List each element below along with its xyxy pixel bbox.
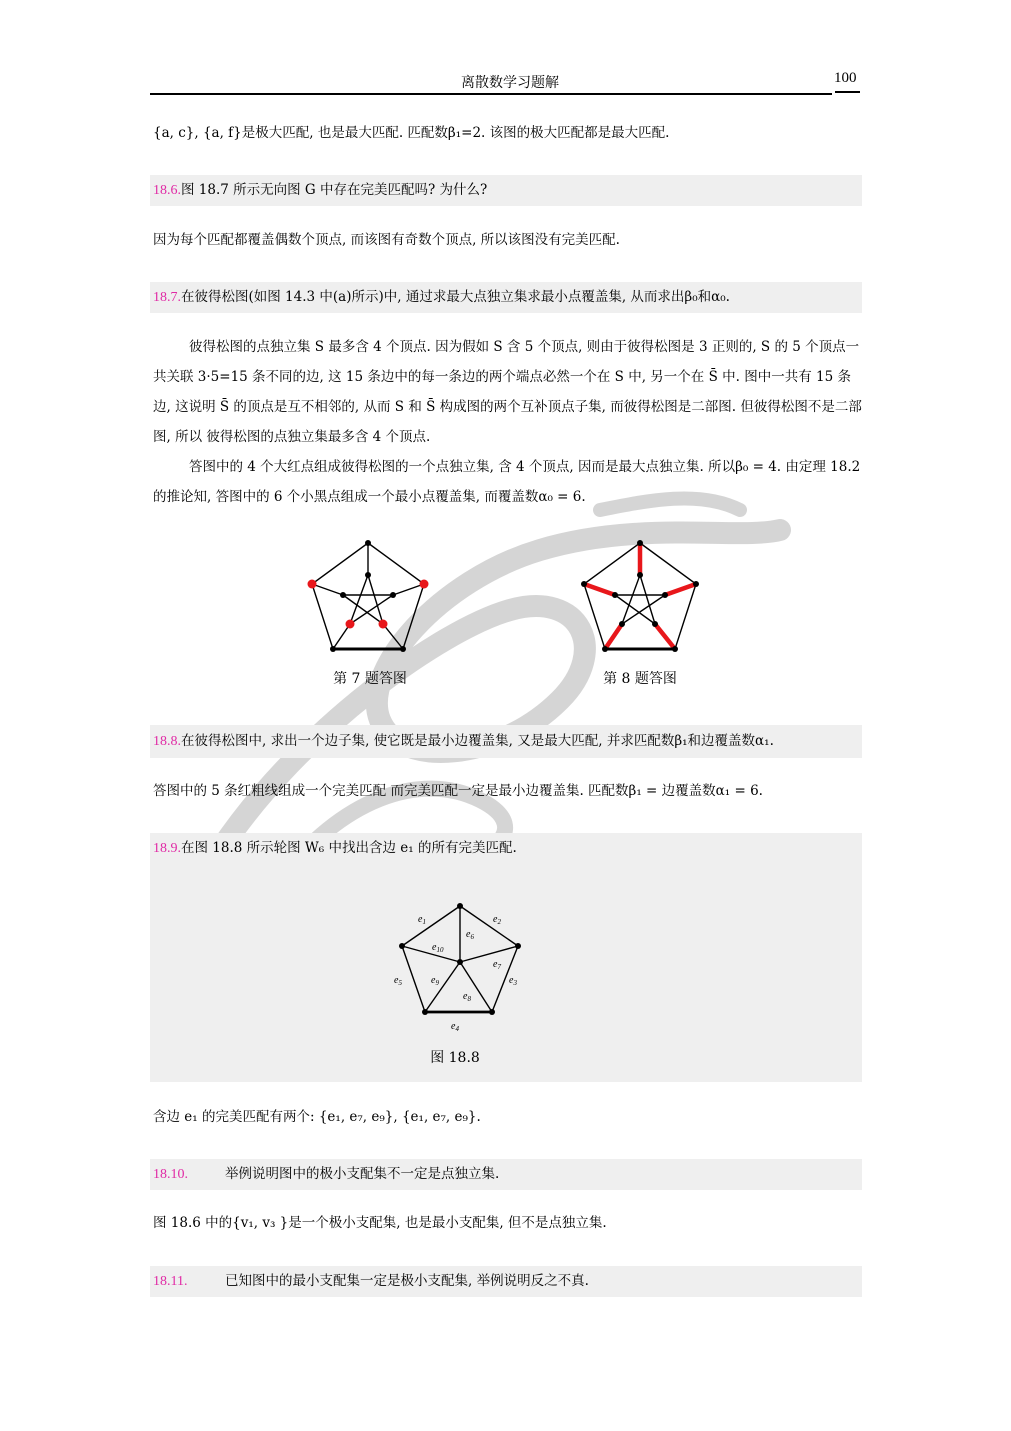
question-box-18-10: [150, 1159, 862, 1190]
question-text: 已知图中的最小支配集一定是极小支配集, 举例说明反之不真.: [225, 1273, 589, 1289]
figure-18-8-caption: 图 18.8: [430, 1050, 480, 1066]
question-number: 18.10.: [153, 1167, 188, 1182]
edge-label-e10: $e_{10}$: [432, 942, 444, 954]
edge-label-e7: $e_7$: [493, 959, 501, 971]
question-text: 举例说明图中的极小支配集不一定是点独立集.: [225, 1166, 500, 1182]
question-number: 18.6.: [153, 183, 181, 198]
answer-18-8: 答图中的 5 条红粗线组成一个完美匹配 而完美匹配一定是最小边覆盖集. 匹配数β₁ = 边覆盖数α₁ = 6.: [153, 783, 763, 799]
answer-18-7-paragraph-1: 彼得松图的点独立集 S 最多含 4 个顶点. 因为假如 S 含 5 个顶点, 则由于彼得松图是 3 正则的, S 的 5 个顶点一共关联 3·5=15 条不同的边, 这 15 条边中的每一条边的两个端点必然一个在 S 中, 另一个在 S̄ 中. 图中一共有 15 条边, 这说明 S̄ 的顶点是互不相邻的, 从而 S 和 S̄ 构成图的两个互补顶点子集, 而彼得松图是二部图. 但彼得松图不是二部图, 所以 彼得松图的点独立集最多含 4 个顶点.: [153, 339, 862, 445]
figure-7-caption: 第 7 题答图: [333, 671, 407, 687]
question-text: 在彼得松图(如图 14.3 中(a)所示)中, 通过求最大点独立集求最小点覆盖集, 从而求出β₀和α₀.: [181, 289, 730, 305]
answer-18-10: 图 18.6 中的{v₁, v₃ }是一个极小支配集, 也是最小支配集, 但不是点独立集.: [153, 1215, 607, 1231]
petersen-graph-answer-7: [300, 535, 440, 655]
edge-label-e3: $e_3$: [509, 975, 517, 987]
edge-label-e2: $e_2$: [493, 914, 501, 926]
header-title: 离散数学习题解: [461, 75, 559, 91]
page-number: 100: [834, 70, 857, 86]
question-box-18-11: [150, 1266, 862, 1297]
figure-8-caption: 第 8 题答图: [603, 671, 677, 687]
page-number-underline: [835, 91, 860, 93]
question-box-18-6: [150, 175, 862, 206]
edge-label-e9: $e_9$: [431, 975, 439, 987]
question-text: 图 18.7 所示无向图 G 中存在完美匹配吗? 为什么?: [181, 182, 488, 198]
edge-label-e6: $e_6$: [466, 929, 474, 941]
question-number: 18.9.: [153, 841, 181, 856]
edge-label-e8: $e_8$: [463, 991, 471, 1003]
answer-18-6: 因为每个匹配都覆盖偶数个顶点, 而该图有奇数个顶点, 所以该图没有完美匹配.: [153, 232, 620, 248]
question-number: 18.7.: [153, 290, 181, 305]
answer-18-9: 含边 e₁ 的完美匹配有两个: {e₁, e₇, e₉}, {e₁, e₇, e₉}.: [153, 1109, 481, 1125]
header-rule: [150, 93, 832, 95]
edge-label-e4: $e_4$: [451, 1021, 459, 1033]
intro-line: {a, c}, {a, f}是极大匹配, 也是最大匹配. 匹配数β₁=2. 该图的极大匹配都是最大匹配.: [153, 125, 670, 141]
answer-18-7-paragraph-2: 答图中的 4 个大红点组成彼得松图的一个点独立集, 含 4 个顶点, 因而是最大点独立集. 所以β₀ = 4. 由定理 18.2 的推论知, 答图中的 6 个小黑点组成一个最小点覆盖集, 而覆盖数α₀ = 6.: [153, 459, 861, 505]
question-number: 18.11.: [153, 1274, 188, 1289]
edge-label-e5: $e_5$: [394, 975, 402, 987]
question-box-18-7: [150, 282, 862, 313]
petersen-graph-answer-8: [572, 535, 712, 655]
question-text: 在图 18.8 所示轮图 W₆ 中找出含边 e₁ 的所有完美匹配.: [181, 840, 517, 856]
watermark-logo: [180, 470, 820, 890]
wheel-graph-w6: [385, 895, 535, 1040]
question-box-18-8: [150, 725, 862, 758]
question-number: 18.8.: [153, 734, 181, 749]
question-text: 在彼得松图中, 求出一个边子集, 使它既是最小边覆盖集, 又是最大匹配, 并求匹配数β₁和边覆盖数α₁.: [181, 733, 774, 749]
edge-label-e1: $e_1$: [418, 914, 426, 926]
